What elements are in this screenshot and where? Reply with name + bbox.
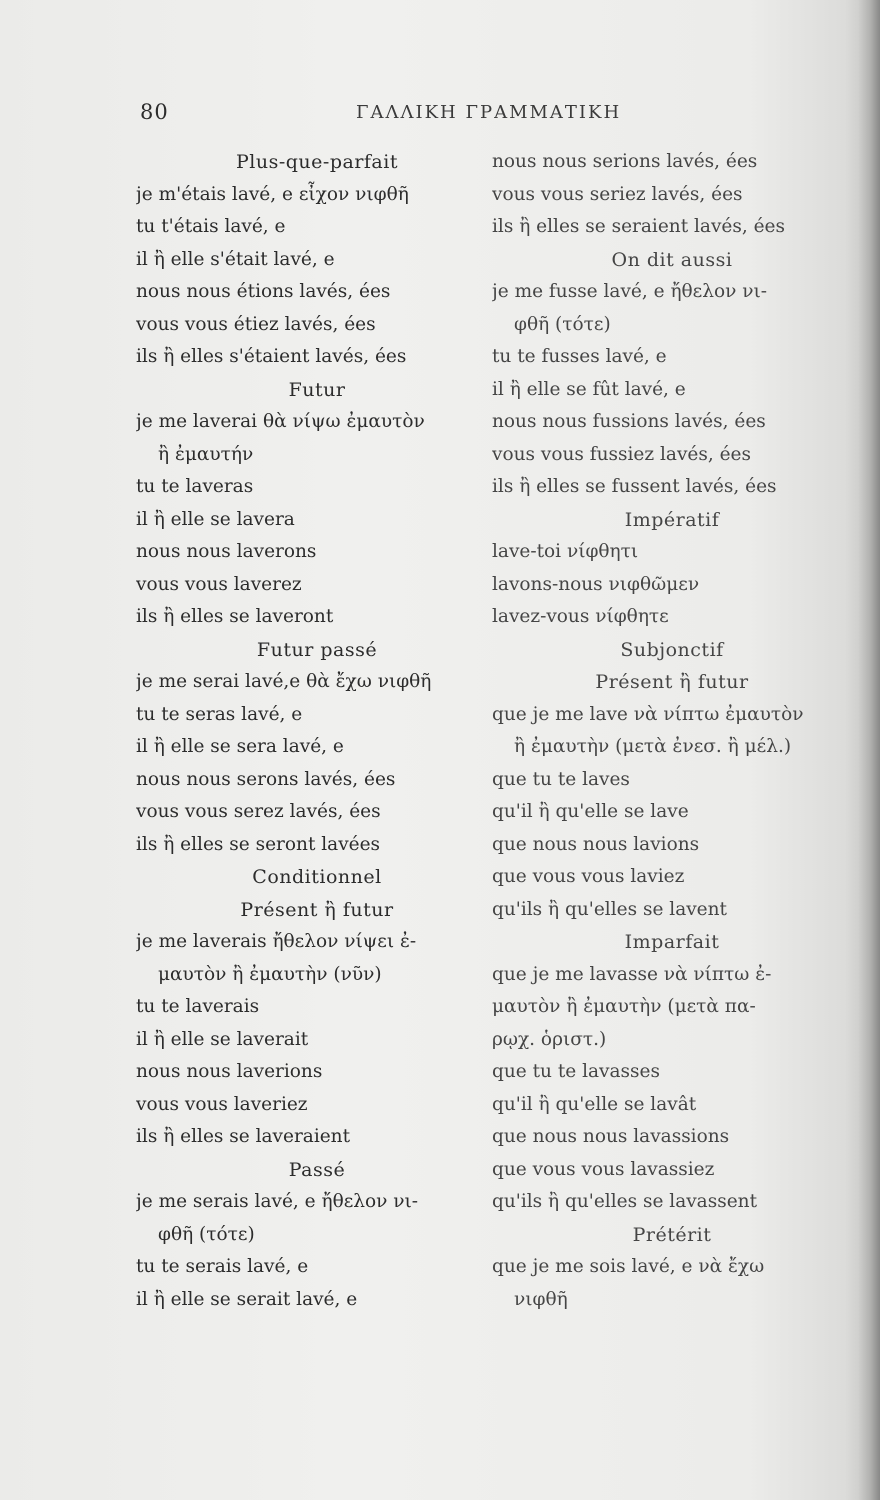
text-line: ils ἢ elles se fussent lavés, ées — [492, 476, 777, 497]
text-line: nous nous serons lavés, ées — [136, 768, 396, 790]
text-line: qu'ils ἢ qu'elles se lavassent — [492, 1191, 757, 1212]
text-line: tu te serais lavé, e — [136, 1256, 309, 1277]
text-line: nous nous serions lavés, ées — [492, 151, 758, 172]
text-line: ils ἢ elles se laveront — [136, 606, 334, 627]
text-line: il ἢ elle se serait lavé, e — [136, 1288, 358, 1310]
section-heading: Plus-que-parfait — [236, 151, 398, 173]
text-line: nous nous fussions lavés, ées — [492, 411, 766, 432]
text-line: ils ἢ elles se seraient lavés, ées — [492, 216, 786, 237]
continuation-line: φθῆ (τότε) — [514, 313, 611, 335]
text-line: ils ἢ elles se laveraient — [136, 1126, 351, 1147]
text-line: qu'ils ἢ qu'elles se lavent — [492, 898, 727, 920]
section-heading: Conditionnel — [252, 866, 382, 888]
section-heading: Futur passé — [256, 638, 378, 661]
text-line: que je me sois lavé, e νὰ ἔχω — [492, 1256, 765, 1277]
text-line: ils ἢ elles se seront lavées — [136, 833, 381, 855]
text-line: il ἢ elle se lavera — [136, 508, 295, 530]
continuation-line: ἢ ἐμαυτὴν (μετὰ ἐνεσ. ἢ μέλ.) — [514, 736, 792, 757]
page-number: 80 — [140, 100, 169, 124]
continuation-line: νιφθῆ — [514, 1288, 568, 1310]
text-line: vous vous seriez lavés, ées — [492, 183, 743, 205]
text-line: vous vous serez lavés, ées — [136, 801, 381, 822]
text-line: ρῳχ. ὁριστ.) — [492, 1028, 607, 1050]
text-line: il ἢ elle se sera lavé, e — [136, 736, 344, 757]
text-line: tu te seras lavé, e — [136, 703, 303, 725]
section-heading: On dit aussi — [611, 248, 733, 271]
text-line: je me fusse lavé, e ἤθελον νι- — [492, 281, 767, 302]
text-line: tu te laveras — [136, 476, 254, 497]
text-line: tu te laverais — [136, 996, 260, 1017]
section-heading: Passé — [288, 1158, 346, 1181]
text-line: je m'étais lavé, e εἶχον νιφθῆ — [136, 183, 409, 205]
text-line: nous nous étions lavés, ées — [136, 281, 391, 302]
text-line: il ἢ elle se fût lavé, e — [492, 378, 686, 400]
left-column — [136, 146, 498, 1316]
text-line: que je me lave νὰ νίπτω ἐμαυτὸν — [492, 703, 804, 725]
text-line: que vous vous laviez — [492, 866, 685, 887]
section-heading: Imparfait — [624, 931, 720, 953]
text-line: vous vous laverez — [136, 573, 302, 595]
text-line: que je me lavasse νὰ νίπτω ἐ- — [492, 963, 772, 985]
text-line: lavons-nous νιφθῶμεν — [492, 573, 700, 595]
text-line: que nous nous lavassions — [492, 1126, 730, 1147]
section-heading: Prétérit — [632, 1223, 712, 1246]
section-heading: Présent ἢ futur — [240, 898, 394, 921]
text-line: ils ἢ elles s'étaient lavés, ées — [136, 346, 407, 367]
continuation-line: ἢ ἐμαυτήν — [158, 443, 254, 465]
text-line: qu'il ἢ qu'elle se lave — [492, 801, 689, 822]
text-line: lave-toi νίφθητι — [492, 541, 639, 562]
section-heading: Présent ἢ futur — [595, 671, 749, 693]
running-title: ΓΑΛΛΙΚΗ ΓΡΑΜΜΑΤΙΚΗ — [356, 102, 622, 123]
text-line: tu te fusses lavé, e — [492, 346, 667, 367]
text-line: vous vous laveriez — [136, 1093, 308, 1115]
continuation-line: μαυτὸν ἢ ἐμαυτὴν (νῦν) — [158, 963, 382, 985]
text-line: que tu te lavasses — [492, 1061, 660, 1082]
text-line: je me serai lavé,e θὰ ἔχω νιφθῆ — [136, 671, 432, 692]
text-line: je me serais lavé, e ἤθελον νι- — [136, 1191, 419, 1212]
section-heading: Impératif — [624, 508, 720, 531]
text-line: vous vous étiez lavés, ées — [136, 313, 376, 335]
text-line: tu t'étais lavé, e — [136, 216, 286, 237]
text-line: que nous nous lavions — [492, 833, 700, 855]
text-line: il ἢ elle se laverait — [136, 1028, 309, 1050]
text-line: vous vous fussiez lavés, ées — [492, 443, 751, 465]
text-line: que tu te laves — [492, 768, 630, 790]
text-line: nous nous laverions — [136, 1061, 323, 1082]
binding-shadow — [858, 0, 880, 1500]
text-line: qu'il ἢ qu'elle se lavât — [492, 1093, 697, 1115]
text-line: il ἢ elle s'était lavé, e — [136, 248, 335, 270]
text-line: lavez-vous νίφθητε — [492, 606, 669, 627]
text-line: que vous vous lavassiez — [492, 1158, 715, 1180]
section-heading: Futur — [288, 378, 346, 401]
section-heading: Subjonctif — [620, 638, 724, 661]
page-header — [0, 100, 880, 136]
text-line: μαυτὸν ἢ ἐμαυτὴν (μετὰ πα- — [492, 996, 756, 1017]
right-column — [492, 146, 852, 1316]
continuation-line: φθῆ (τότε) — [158, 1223, 255, 1245]
text-line: je me laverais ἤθελον νίψει ἐ- — [136, 931, 417, 952]
text-line: nous nous laverons — [136, 541, 317, 562]
text-line: je me laverai θὰ νίψω ἐμαυτὸν — [136, 411, 425, 432]
